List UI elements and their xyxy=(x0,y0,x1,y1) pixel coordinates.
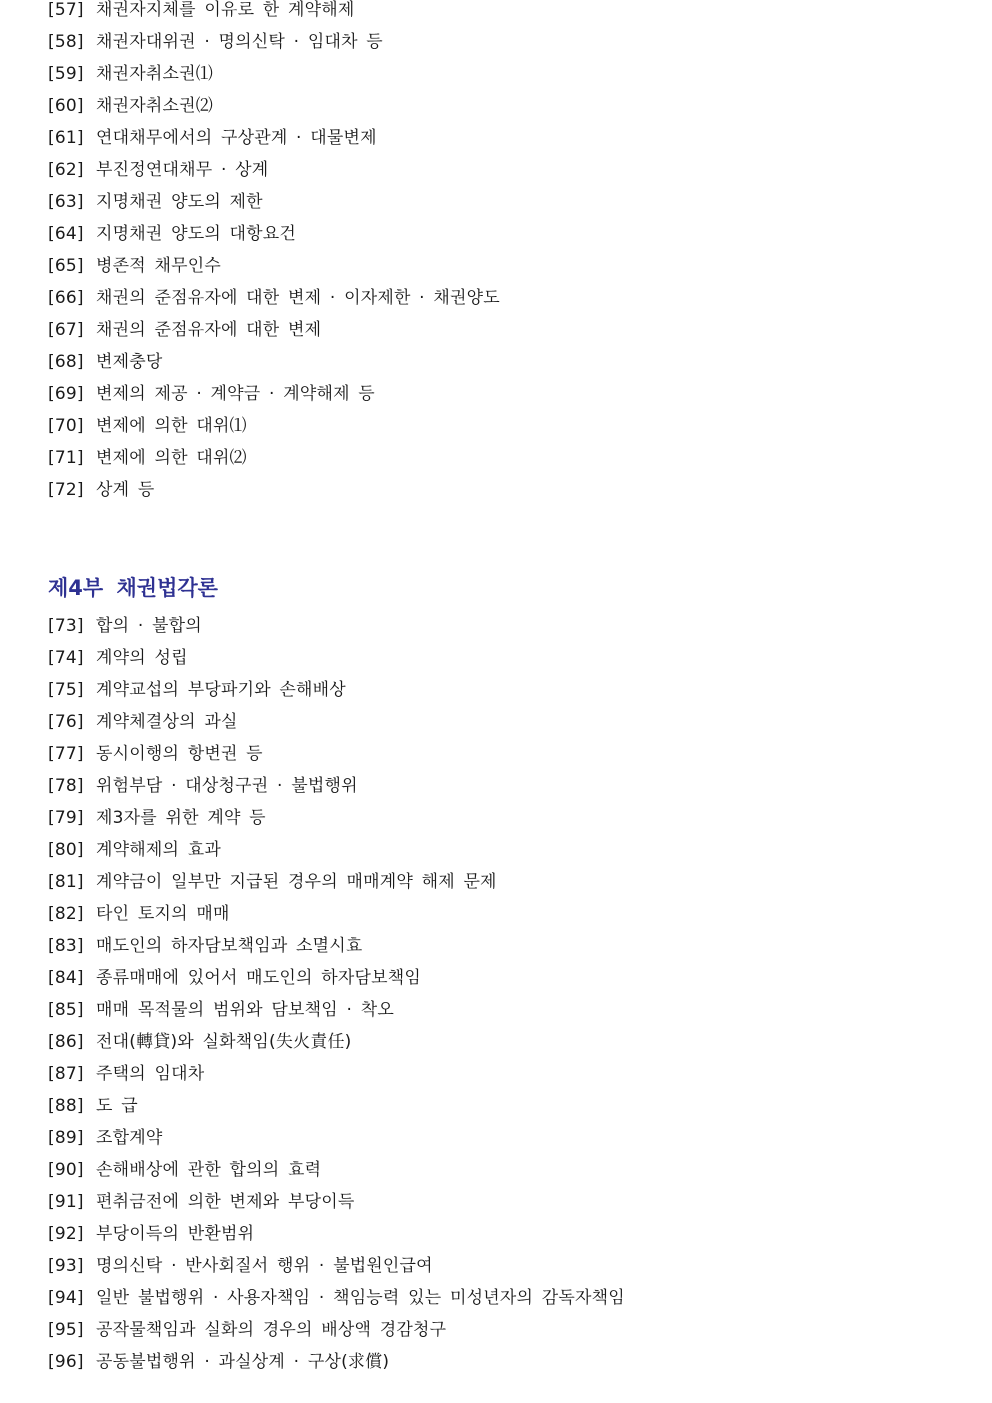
toc-item xyxy=(48,1282,625,1314)
toc-item-number: [90] xyxy=(48,1160,84,1180)
toc-item-number: [76] xyxy=(48,712,84,732)
toc-item-number: [72] xyxy=(48,480,84,500)
toc-item-number: [91] xyxy=(48,1192,84,1212)
toc-item xyxy=(48,474,500,506)
toc-item-title: 계약해제의 효과 xyxy=(96,840,221,860)
toc-item-number: [82] xyxy=(48,904,84,924)
toc-item-title: 변제충당 xyxy=(96,352,163,372)
toc-item xyxy=(48,378,500,410)
toc-item-number: [92] xyxy=(48,1224,84,1244)
toc-item xyxy=(48,834,625,866)
toc-item-title: 병존적 채무인수 xyxy=(96,256,221,276)
toc-item-number: [87] xyxy=(48,1064,84,1084)
toc-item xyxy=(48,90,500,122)
toc-item-title: 변제의 제공 · 계약금 · 계약해제 등 xyxy=(96,384,375,404)
toc-item-title: 동시이행의 항변권 등 xyxy=(96,744,263,764)
toc-item xyxy=(48,250,500,282)
toc-item xyxy=(48,346,500,378)
toc-item-title: 변제에 의한 대위⑵ xyxy=(96,448,247,468)
toc-item-title: 공작물책임과 실화의 경우의 배상액 경감청구 xyxy=(96,1320,447,1340)
toc-item-number: [62] xyxy=(48,160,84,180)
toc-item-title: 부당이득의 반환범위 xyxy=(96,1224,255,1244)
toc-item-number: [88] xyxy=(48,1096,84,1116)
toc-item xyxy=(48,930,625,962)
toc-item-number: [75] xyxy=(48,680,84,700)
toc-item xyxy=(48,442,500,474)
toc-item xyxy=(48,186,500,218)
toc-item-title: 채권의 준점유자에 대한 변제 · 이자제한 · 채권양도 xyxy=(96,288,500,308)
toc-item-title: 매도인의 하자담보책임과 소멸시효 xyxy=(96,936,363,956)
toc-item-title: 전대(轉貸)와 실화책임(失火責任) xyxy=(96,1032,352,1052)
toc-item xyxy=(48,1186,625,1218)
toc-item xyxy=(48,218,500,250)
toc-item xyxy=(48,58,500,90)
toc-item xyxy=(48,1154,625,1186)
toc-item xyxy=(48,0,500,26)
toc-item-number: [85] xyxy=(48,1000,84,1020)
toc-item-title: 채권자대위권 · 명의신탁 · 임대차 등 xyxy=(96,32,383,52)
toc-item-title: 손해배상에 관한 합의의 효력 xyxy=(96,1160,322,1180)
toc-item-number: [58] xyxy=(48,32,84,52)
toc-item-number: [65] xyxy=(48,256,84,276)
toc-item-number: [80] xyxy=(48,840,84,860)
toc-item-number: [68] xyxy=(48,352,84,372)
toc-item-number: [86] xyxy=(48,1032,84,1052)
toc-item-number: [59] xyxy=(48,64,84,84)
toc-item-number: [71] xyxy=(48,448,84,468)
toc-item-number: [77] xyxy=(48,744,84,764)
toc-item-number: [96] xyxy=(48,1352,84,1372)
toc-item xyxy=(48,1218,625,1250)
toc-item-number: [69] xyxy=(48,384,84,404)
toc-item-number: [64] xyxy=(48,224,84,244)
toc-item-title: 명의신탁 · 반사회질서 행위 · 불법원인급여 xyxy=(96,1256,433,1276)
toc-item-number: [66] xyxy=(48,288,84,308)
toc-item-title: 지명채권 양도의 대항요건 xyxy=(96,224,297,244)
toc-item-title: 계약교섭의 부당파기와 손해배상 xyxy=(96,680,346,700)
toc-item xyxy=(48,738,625,770)
toc-item-number: [78] xyxy=(48,776,84,796)
toc-item-title: 주택의 임대차 xyxy=(96,1064,205,1084)
toc-item-title: 편취금전에 의한 변제와 부당이득 xyxy=(96,1192,355,1212)
toc-item xyxy=(48,410,500,442)
toc-item xyxy=(48,1026,625,1058)
toc-item xyxy=(48,26,500,58)
toc-item xyxy=(48,674,625,706)
toc-item xyxy=(48,314,500,346)
toc-item-number: [70] xyxy=(48,416,84,436)
toc-item-number: [84] xyxy=(48,968,84,988)
toc-item-title: 계약금이 일부만 지급된 경우의 매매계약 해제 문제 xyxy=(96,872,497,892)
toc-item-title: 채권자취소권⑴ xyxy=(96,64,213,84)
toc-item xyxy=(48,866,625,898)
toc-item-title: 연대채무에서의 구상관계 · 대물변제 xyxy=(96,128,377,148)
toc-item-title: 도 급 xyxy=(96,1096,138,1116)
toc-item-title: 위험부담 · 대상청구권 · 불법행위 xyxy=(96,776,358,796)
toc-item xyxy=(48,610,625,642)
toc-item xyxy=(48,898,625,930)
toc-item xyxy=(48,706,625,738)
toc-item-title: 변제에 의한 대위⑴ xyxy=(96,416,247,436)
toc-list-part4 xyxy=(48,610,625,1378)
toc-item xyxy=(48,1122,625,1154)
toc-item-title: 부진정연대채무 · 상계 xyxy=(96,160,269,180)
toc-item-title: 타인 토지의 매매 xyxy=(96,904,230,924)
toc-item xyxy=(48,1058,625,1090)
toc-item xyxy=(48,802,625,834)
toc-item-title: 일반 불법행위 · 사용자책임 · 책임능력 있는 미성년자의 감독자책임 xyxy=(96,1288,625,1308)
toc-item xyxy=(48,642,625,674)
toc-item-number: [79] xyxy=(48,808,84,828)
toc-item xyxy=(48,154,500,186)
toc-item-title: 채권자지체를 이유로 한 계약해제 xyxy=(96,0,355,20)
toc-item-title: 매매 목적물의 범위와 담보책임 · 착오 xyxy=(96,1000,394,1020)
toc-item-number: [67] xyxy=(48,320,84,340)
toc-item-title: 종류매매에 있어서 매도인의 하자담보책임 xyxy=(96,968,422,988)
toc-item-title: 제3자를 위한 계약 등 xyxy=(96,808,266,828)
toc-item xyxy=(48,994,625,1026)
toc-item-title: 조합계약 xyxy=(96,1128,163,1148)
toc-item-title: 계약체결상의 과실 xyxy=(96,712,238,732)
toc-item-title: 합의 · 불합의 xyxy=(96,616,202,636)
toc-list-part3 xyxy=(48,0,500,506)
toc-item xyxy=(48,282,500,314)
toc-item xyxy=(48,1314,625,1346)
toc-item-title: 지명채권 양도의 제한 xyxy=(96,192,263,212)
toc-item-number: [95] xyxy=(48,1320,84,1340)
toc-item-title: 채권의 준점유자에 대한 변제 xyxy=(96,320,322,340)
toc-item xyxy=(48,1250,625,1282)
toc-item-number: [73] xyxy=(48,616,84,636)
toc-item xyxy=(48,1090,625,1122)
toc-item-number: [93] xyxy=(48,1256,84,1276)
toc-item xyxy=(48,962,625,994)
toc-item-number: [81] xyxy=(48,872,84,892)
toc-item-number: [89] xyxy=(48,1128,84,1148)
toc-item-number: [83] xyxy=(48,936,84,956)
toc-item-number: [60] xyxy=(48,96,84,116)
toc-item-title: 상계 등 xyxy=(96,480,155,500)
toc-item-number: [63] xyxy=(48,192,84,212)
toc-item-number: [57] xyxy=(48,0,84,20)
toc-item xyxy=(48,122,500,154)
toc-item-number: [74] xyxy=(48,648,84,668)
toc-item-number: [94] xyxy=(48,1288,84,1308)
toc-item-number: [61] xyxy=(48,128,84,148)
toc-item xyxy=(48,1346,625,1378)
toc-item-title: 계약의 성립 xyxy=(96,648,188,668)
toc-item-title: 공동불법행위 · 과실상계 · 구상(求償) xyxy=(96,1352,390,1372)
toc-item xyxy=(48,770,625,802)
section-heading-part4: 제4부 채권법각론 xyxy=(48,576,218,600)
toc-item-title: 채권자취소권⑵ xyxy=(96,96,213,116)
